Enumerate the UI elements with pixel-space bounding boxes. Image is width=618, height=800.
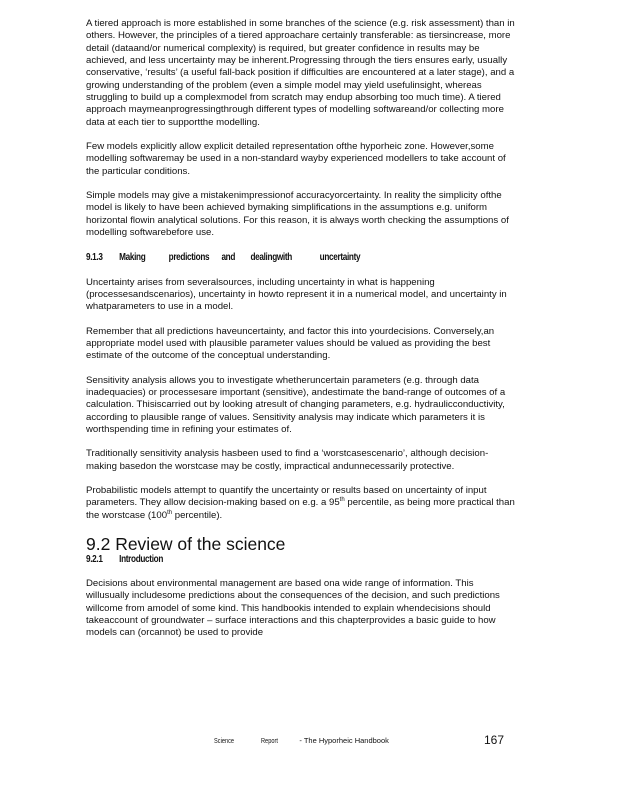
footer-science: Science	[214, 736, 235, 745]
probabilistic-text-3: percentile).	[172, 509, 223, 521]
page-footer	[86, 733, 518, 747]
subsection-heading-9-1-3	[86, 252, 440, 263]
subsection-word: predictions	[168, 251, 210, 263]
paragraph-few-models: Few models explicitly allow explicit detailed representation ofthe hyporheic zone. However,some modelling softwaremay be used in a non-standard wayby experienced modellers to take account of the particular conditions.	[86, 141, 506, 177]
page-number: 167	[483, 733, 504, 747]
paragraph-uncertainty-sources: Uncertainty arises from severalsources, including uncertainty in what is happening (processesandscenarios), uncertainty in howto represent it in a numerical model, and uncertainty in whatparameters to use in a model.	[86, 276, 507, 313]
section-title-9-2: 9.2 Review of the science	[86, 534, 286, 554]
paragraph-remember: Remember that all predictions haveuncertainty, and factor this into yourdecisions. Conversely,an appropriate model used with plausible parameter values should be valued as providing the best estimate of the outcome of the conceptual understanding.	[86, 325, 495, 362]
footer-report: Report	[260, 736, 278, 745]
subsection-word: uncertainty	[319, 251, 361, 263]
page-body	[86, 18, 518, 652]
paragraph-simple-models: Simple models may give a mistakenimpressionof accuracyorcertainty. In reality the simplicity ofthe model is likely to have been achieved bymaking simplifications in the assumptions e.g. uniform horizontal flowin analytical solutions. For this reason, it is always worth checking the assumptions of modelling softwarebefore use.	[86, 190, 509, 239]
paragraph-sensitivity: Sensitivity analysis allows you to investigate whetheruncertain parameters (e.g. through data inadequacies) or processesare important (sensitive), andestimate the band-range of outcomes of a calculation. Thisiscarried out by looking atresult of changing parameters, e.g. hydraulicconductivity, according to plausible range of values. Sensitivity analysis may indicate which parameters it is worthspending time in refining your estimates of.	[86, 374, 506, 435]
paragraph-probabilistic	[86, 485, 518, 522]
subsection-number: 9.1.3	[86, 251, 103, 263]
subsection-number: 9.2.1	[86, 554, 103, 565]
subsection-word: dealingwith	[250, 251, 292, 263]
probabilistic-text-2: percentile, as being more practical than the worstcase (100	[86, 497, 515, 521]
footer-text	[214, 736, 389, 745]
probabilistic-text-1: Probabilistic models attempt to quantify the uncertainty or results based on uncertainty of input parameters. They allow decision-making based on e.g. a 95	[86, 484, 487, 509]
superscript-th: th	[167, 509, 173, 516]
subsection-word: Making	[119, 251, 146, 263]
subsection-word: and	[221, 251, 236, 263]
paragraph-tiered-approach: A tiered approach is more established in some branches of the science (e.g. risk assessment) than in others. However, the principles of a tiered approachare certainly transferable: as tiersincrease, more detail (dataand/or numerical complexity) is required, but greater confidence in results may be achieved, and less uncertainty may be inherent.Progressing through the tiers ensures early, usually conservative, ‘results’ (a useful fall-back position if difficulties are encountered at a later stage), and a growing understanding of the problem (even a simple model may yield usefulinsight, whereas struggling to build up a complexmodel from scratch may endup absorbing too much time). A tiered approach maymeanprogressingthrough different types of modelling softwareand/or collecting more data at each tier to supportthe modelling.	[86, 18, 515, 128]
subsection-title: Introduction	[119, 554, 164, 565]
footer-title: - The Hyporheic Handbook	[299, 736, 389, 745]
superscript-th: th	[339, 497, 345, 504]
paragraph-traditionally: Traditionally sensitivity analysis hasbeen used to find a ‘worstcasescenario’, although decision-making basedon the worstcase may be costly, impractical andunnecessarily protective.	[86, 448, 489, 472]
subsection-heading-9-2-1	[86, 554, 440, 565]
paragraph-decisions: Decisions about environmental management are based ona wide range of information. This willusually includesome predictions about the consequences of the decision, and such predictions willcome from amodel of some kind. This handbookis intended to explain whendecisions should takeaccount of groundwater – surface interactions and this chapterprovides a basic guide to how models can (orcannot) be used to provide	[86, 578, 500, 639]
